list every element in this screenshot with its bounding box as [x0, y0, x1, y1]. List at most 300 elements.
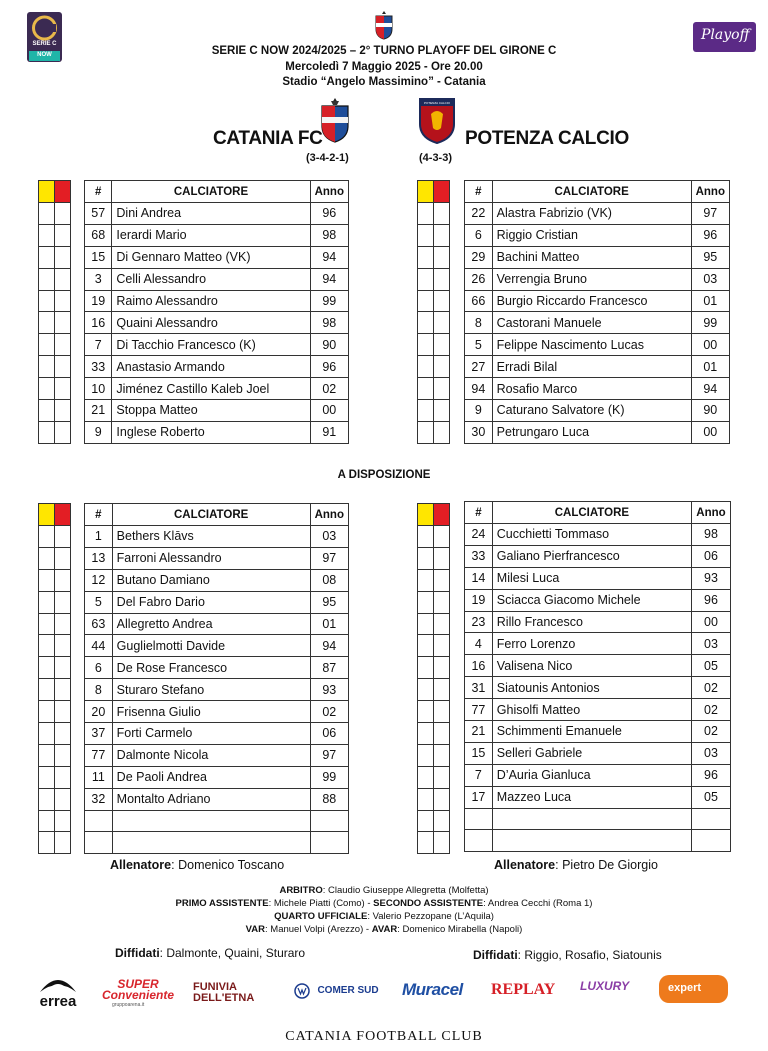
away-starter-row [465, 290, 730, 312]
player-year: 03 [691, 268, 729, 290]
card-row [39, 400, 71, 422]
player-name [492, 830, 691, 852]
card-row [39, 679, 71, 701]
yellow-card-cell [418, 547, 434, 569]
yellow-card-cell [39, 268, 55, 290]
card-row [418, 591, 450, 613]
red-card-cell [434, 657, 450, 679]
player-name: Petrungaro Luca [492, 421, 691, 443]
player-number: 5 [85, 591, 113, 613]
card-row [418, 744, 450, 766]
card-row [39, 591, 71, 613]
yellow-card-cell [39, 744, 55, 766]
yellow-card-cell [39, 701, 55, 723]
yellow-card-cell [39, 378, 55, 400]
red-card-icon [55, 504, 71, 526]
red-card-cell [55, 378, 71, 400]
card-row [39, 526, 71, 548]
player-year: 90 [691, 400, 729, 422]
sponsor-errea-text: errea [39, 993, 77, 1010]
player-year: 88 [310, 788, 348, 810]
officials [0, 884, 768, 936]
card-row [39, 766, 71, 788]
home-starter-row [85, 224, 349, 246]
player-number: 5 [465, 334, 493, 356]
col-number-header: # [465, 181, 493, 203]
yellow-card-cell [418, 810, 434, 832]
player-year: 97 [310, 744, 348, 766]
away-coach-name: Pietro De Giorgio [562, 858, 658, 872]
away-bench-row [465, 567, 731, 589]
home-bench-row [85, 744, 349, 766]
red-card-cell [55, 356, 71, 378]
player-name: Schimmenti Emanuele [492, 721, 691, 743]
red-card-cell [434, 421, 450, 443]
player-name: Quaini Alessandro [112, 312, 310, 334]
player-name: Bachini Matteo [492, 246, 691, 268]
yellow-card-cell [39, 400, 55, 422]
player-number: 13 [85, 547, 113, 569]
red-card-cell [434, 378, 450, 400]
card-row [418, 679, 450, 701]
header-row [85, 504, 349, 526]
away-starter-row [465, 246, 730, 268]
player-number: 33 [85, 356, 112, 378]
yellow-card-cell [418, 569, 434, 591]
player-number: 31 [465, 677, 493, 699]
player-name [112, 810, 310, 832]
yellow-card-cell [418, 526, 434, 548]
card-row [39, 723, 71, 745]
player-year: 00 [691, 334, 729, 356]
catania-crest-icon [320, 97, 350, 143]
player-year: 94 [691, 378, 729, 400]
player-number: 19 [85, 290, 112, 312]
yellow-card-cell [39, 334, 55, 356]
yellow-card-cell [418, 356, 434, 378]
errea-logo-icon [36, 972, 80, 994]
player-year: 01 [310, 613, 348, 635]
player-year: 03 [691, 742, 730, 764]
yellow-card-cell [39, 832, 55, 854]
home-bench-row [85, 679, 349, 701]
away-starter-row [465, 203, 730, 225]
player-year: 97 [310, 547, 348, 569]
yellow-card-cell [39, 421, 55, 443]
serie-c-logo-line2: NOW [37, 52, 52, 58]
yellow-card-cell [418, 657, 434, 679]
player-name [112, 832, 310, 854]
player-year: 08 [310, 569, 348, 591]
yellow-card-cell [418, 246, 434, 268]
card-row [39, 356, 71, 378]
red-card-cell [434, 766, 450, 788]
player-year: 94 [310, 246, 348, 268]
away-starter-row [465, 224, 730, 246]
footer-club-name: CATANIA FOOTBALL CLUB [285, 1029, 483, 1044]
yellow-card-cell [418, 224, 434, 246]
away-diffidati: Diffidati: Riggio, Rosafio, Siatounis [473, 948, 662, 962]
var-line: VAR: Manuel Volpi (Arezzo) - AVAR: Domenico Mirabella (Napoli) [245, 924, 523, 935]
player-year: 02 [691, 677, 730, 699]
col-player-header: CALCIATORE [112, 181, 310, 203]
yellow-card-cell [418, 723, 434, 745]
catania-crest-small-icon [374, 10, 394, 40]
card-row [418, 547, 450, 569]
red-card-cell [434, 744, 450, 766]
sponsor-muracel: Muracel [402, 980, 463, 999]
home-bench-row [85, 832, 349, 854]
player-number: 77 [465, 699, 493, 721]
yellow-card-cell [418, 766, 434, 788]
player-year: 97 [691, 203, 729, 225]
player-number: 44 [85, 635, 113, 657]
player-number: 14 [465, 567, 493, 589]
yellow-card-cell [39, 657, 55, 679]
player-name: D’Auria Gianluca [492, 764, 691, 786]
yellow-card-cell [418, 312, 434, 334]
player-year: 00 [691, 421, 729, 443]
yellow-card-cell [39, 547, 55, 569]
player-number [465, 830, 493, 852]
yellow-card-cell [39, 290, 55, 312]
red-card-cell [55, 832, 71, 854]
yellow-card-cell [418, 400, 434, 422]
away-bench-row [465, 524, 731, 546]
player-year: 02 [691, 699, 730, 721]
player-name: De Rose Francesco [112, 657, 310, 679]
player-name: Alastra Fabrizio (VK) [492, 203, 691, 225]
player-name: Rillo Francesco [492, 611, 691, 633]
red-card-cell [55, 268, 71, 290]
red-card-cell [434, 788, 450, 810]
card-row [39, 657, 71, 679]
player-number: 7 [85, 334, 112, 356]
card-row [39, 290, 71, 312]
player-number: 21 [85, 400, 112, 422]
away-bench-row [465, 830, 731, 852]
home-bench-row [85, 569, 349, 591]
home-starter-row [85, 246, 349, 268]
header-row [465, 502, 731, 524]
player-name: Dini Andrea [112, 203, 310, 225]
catania-crest-small [374, 10, 394, 40]
card-row [39, 788, 71, 810]
home-diffidati-list: Dalmonte, Quaini, Sturaro [166, 946, 306, 960]
home-starter-row [85, 400, 349, 422]
player-year: 01 [691, 356, 729, 378]
yellow-card-cell [39, 635, 55, 657]
yellow-card-cell [39, 613, 55, 635]
red-card-cell [55, 246, 71, 268]
player-year: 06 [691, 545, 730, 567]
player-name: Guglielmotti Davide [112, 635, 310, 657]
card-row [418, 810, 450, 832]
home-coach-label: Allenatore [110, 858, 172, 872]
card-row [39, 701, 71, 723]
yellow-card-cell [39, 591, 55, 613]
card-row [39, 378, 71, 400]
player-number: 6 [85, 657, 113, 679]
yellow-card-cell [39, 246, 55, 268]
player-number: 4 [465, 633, 493, 655]
home-bench-cards [38, 503, 71, 854]
player-name: Frisenna Giulio [112, 701, 310, 723]
home-bench-row [85, 526, 349, 548]
col-number-header: # [85, 504, 113, 526]
player-number [85, 810, 113, 832]
card-row [418, 246, 450, 268]
home-starters-cards [38, 180, 71, 444]
player-year: 98 [691, 524, 730, 546]
home-starter-row [85, 334, 349, 356]
card-row [39, 224, 71, 246]
player-number: 94 [465, 378, 493, 400]
player-year: 91 [310, 421, 348, 443]
player-year: 02 [310, 378, 348, 400]
player-number: 8 [85, 679, 113, 701]
yellow-card-cell [418, 334, 434, 356]
sponsor-bar [0, 968, 768, 1018]
red-card-cell [434, 569, 450, 591]
player-year: 99 [310, 766, 348, 788]
sponsor-expert [659, 975, 728, 1003]
yellow-card-cell [418, 635, 434, 657]
player-year: 98 [310, 312, 348, 334]
player-name: Sciacca Giacomo Michele [492, 589, 691, 611]
home-bench-row [85, 788, 349, 810]
header-row [465, 181, 730, 203]
player-name: Farroni Alessandro [112, 547, 310, 569]
home-bench-row [85, 635, 349, 657]
home-bench-row [85, 547, 349, 569]
col-year-header: Anno [691, 181, 729, 203]
card-row [39, 613, 71, 635]
player-number: 12 [85, 569, 113, 591]
player-name: Milesi Luca [492, 567, 691, 589]
fourth-official-name: Valerio Pezzopane (L’Aquila) [372, 911, 494, 922]
yellow-card-cell [39, 356, 55, 378]
card-row [39, 312, 71, 334]
card-row [39, 635, 71, 657]
card-header-row [39, 504, 71, 526]
player-year: 95 [310, 591, 348, 613]
home-bench-row [85, 701, 349, 723]
card-row [39, 832, 71, 854]
player-number: 68 [85, 224, 112, 246]
player-year: 02 [310, 701, 348, 723]
player-name: Cucchietti Tommaso [492, 524, 691, 546]
header-row [85, 181, 349, 203]
yellow-card-icon [39, 504, 55, 526]
player-name: Selleri Gabriele [492, 742, 691, 764]
away-diffidati-list: Riggio, Rosafio, Siatounis [524, 948, 662, 962]
home-bench-row [85, 810, 349, 832]
yellow-card-cell [418, 701, 434, 723]
referee-line: ARBITRO: Claudio Giuseppe Allegretta (Molfetta) [279, 885, 489, 896]
player-number: 20 [85, 701, 113, 723]
player-number: 16 [85, 312, 112, 334]
card-row [418, 723, 450, 745]
card-row [39, 246, 71, 268]
player-name [492, 808, 691, 830]
first-assistant-label: PRIMO ASSISTENTE [175, 898, 269, 909]
player-number: 29 [465, 246, 493, 268]
sponsor-comersud-text: COMER SUD [317, 985, 379, 997]
yellow-card-cell [418, 613, 434, 635]
player-year: 87 [310, 657, 348, 679]
card-row [39, 334, 71, 356]
player-number: 32 [85, 788, 113, 810]
player-number: 7 [465, 764, 493, 786]
player-year: 93 [691, 567, 730, 589]
home-bench-row [85, 723, 349, 745]
red-card-cell [55, 744, 71, 766]
card-row [39, 421, 71, 443]
red-card-cell [55, 810, 71, 832]
vw-logo-icon [294, 983, 310, 999]
home-starter-row [85, 356, 349, 378]
home-starter-row [85, 290, 349, 312]
yellow-card-cell [418, 378, 434, 400]
player-name: Burgio Riccardo Francesco [492, 290, 691, 312]
player-year: 93 [310, 679, 348, 701]
player-year [310, 810, 348, 832]
col-player-header: CALCIATORE [112, 504, 310, 526]
competition-title: SERIE C NOW 2024/2025 – 2° TURNO PLAYOFF DEL GIRONE C [211, 45, 557, 57]
red-card-cell [55, 312, 71, 334]
player-name: Mazzeo Luca [492, 786, 691, 808]
home-diffidati-label: Diffidati [115, 946, 160, 960]
card-row [418, 613, 450, 635]
card-header-row [418, 504, 450, 526]
fourth-official-line: QUARTO UFFICIALE: Valerio Pezzopane (L’Aquila) [274, 911, 494, 922]
second-assistant-label: SECONDO ASSISTENTE [373, 898, 484, 909]
red-card-cell [55, 224, 71, 246]
red-card-cell [55, 723, 71, 745]
yellow-card-cell [418, 203, 434, 225]
referee-label: ARBITRO [279, 885, 323, 896]
yellow-card-cell [39, 810, 55, 832]
home-starter-row [85, 378, 349, 400]
player-year: 96 [310, 203, 348, 225]
red-card-cell [55, 569, 71, 591]
card-row [39, 744, 71, 766]
away-bench-row [465, 742, 731, 764]
yellow-card-cell [418, 591, 434, 613]
yellow-card-cell [39, 224, 55, 246]
player-year [691, 808, 730, 830]
yellow-card-cell [418, 290, 434, 312]
var-label: VAR [245, 924, 266, 935]
player-number: 37 [85, 723, 113, 745]
red-card-icon [434, 181, 450, 203]
away-bench-row [465, 808, 731, 830]
red-card-icon [434, 504, 450, 526]
col-player-header: CALCIATORE [492, 181, 691, 203]
card-row [418, 788, 450, 810]
away-starter-row [465, 334, 730, 356]
away-formation: (4-3-3) [419, 152, 453, 164]
card-row [39, 547, 71, 569]
home-starters-table [84, 180, 349, 444]
player-number [85, 832, 113, 854]
home-bench-table [84, 503, 349, 854]
yellow-card-cell [418, 832, 434, 854]
player-year: 00 [691, 611, 730, 633]
player-name: Stoppa Matteo [112, 400, 310, 422]
red-card-cell [434, 591, 450, 613]
red-card-cell [55, 591, 71, 613]
red-card-cell [55, 421, 71, 443]
away-starter-row [465, 356, 730, 378]
bench-title: A DISPOSIZIONE [337, 469, 431, 481]
away-starter-row [465, 400, 730, 422]
player-year: 06 [310, 723, 348, 745]
card-row [418, 312, 450, 334]
player-number: 66 [465, 290, 493, 312]
player-name: Riggio Cristian [492, 224, 691, 246]
player-number: 1 [85, 526, 113, 548]
avar-label: AVAR [371, 924, 398, 935]
red-card-cell [434, 810, 450, 832]
player-name: Erradi Bilal [492, 356, 691, 378]
red-card-cell [55, 766, 71, 788]
player-year: 03 [310, 526, 348, 548]
card-row [418, 203, 450, 225]
yellow-card-cell [39, 788, 55, 810]
away-bench-row [465, 633, 731, 655]
col-year-header: Anno [310, 504, 348, 526]
yellow-card-cell [39, 679, 55, 701]
player-name: Siatounis Antonios [492, 677, 691, 699]
red-card-cell [55, 203, 71, 225]
sponsor-funivia: FUNIVIA DELL'ETNA [193, 981, 255, 1004]
red-card-cell [55, 400, 71, 422]
player-name: Dalmonte Nicola [112, 744, 310, 766]
player-year: 01 [691, 290, 729, 312]
away-starter-row [465, 421, 730, 443]
card-row [418, 334, 450, 356]
red-card-cell [55, 701, 71, 723]
away-starter-row [465, 312, 730, 334]
player-name: Anastasio Armando [112, 356, 310, 378]
player-number: 21 [465, 721, 493, 743]
player-number: 16 [465, 655, 493, 677]
player-year: 03 [691, 633, 730, 655]
player-number [465, 808, 493, 830]
player-year: 94 [310, 635, 348, 657]
player-name: Inglese Roberto [112, 421, 310, 443]
home-starter-row [85, 268, 349, 290]
player-year: 05 [691, 786, 730, 808]
card-row [418, 400, 450, 422]
home-bench-row [85, 613, 349, 635]
player-number: 19 [465, 589, 493, 611]
player-name: Ierardi Mario [112, 224, 310, 246]
home-team-name: CATANIA FC [213, 128, 323, 149]
card-row [418, 356, 450, 378]
away-team-name: POTENZA CALCIO [465, 128, 629, 149]
away-bench-row [465, 589, 731, 611]
player-number: 30 [465, 421, 493, 443]
away-coach: Allenatore: Pietro De Giorgio [494, 858, 658, 872]
player-number: 15 [465, 742, 493, 764]
away-coach-label: Allenatore [494, 858, 556, 872]
player-year: 00 [310, 400, 348, 422]
col-year-header: Anno [691, 502, 730, 524]
card-row [418, 224, 450, 246]
